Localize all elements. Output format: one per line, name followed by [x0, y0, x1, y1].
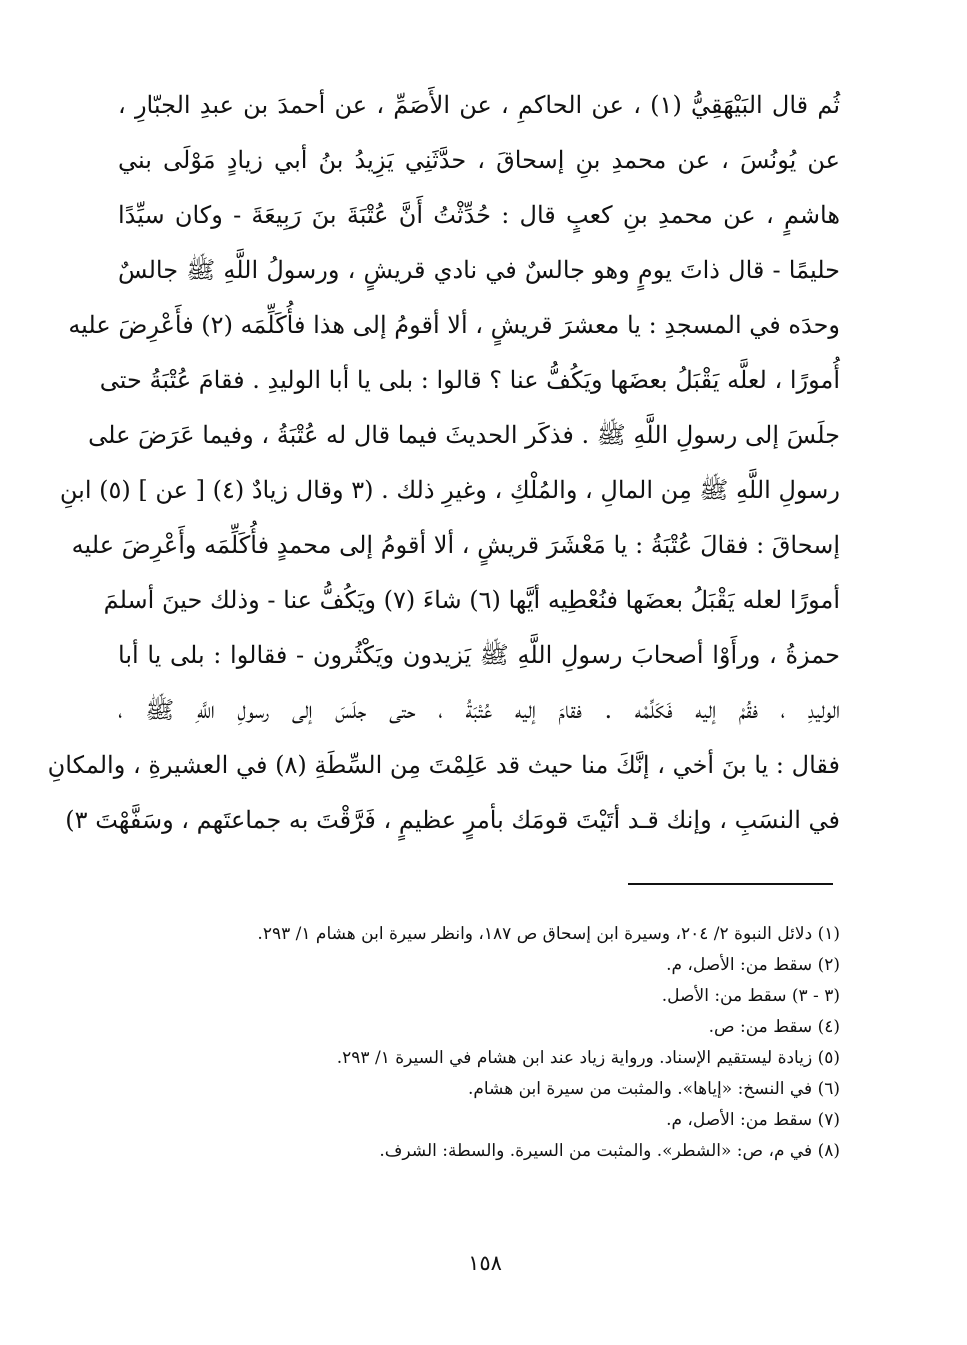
footnote: (٣ - ٣) سقط من: الأصل.: [661, 986, 840, 1006]
text-line: حليمًا - قال ذاتَ يومٍ وهو جالسٌ في نادي قريشٍ ، ورسولُ اللَّهِ ﷺ جالسٌ: [118, 256, 840, 284]
text-line: أُمورًا ، لعلَّه يَقْبَلُ بعضَها ويَكُفُّ عنا ؟ قالوا : بلى يا أبا الوليدِ . فقامَ عُتْبَةُ حتى: [99, 366, 840, 394]
footnote: (٨) في م، ص: «الشطر». والمثبت من السيرة. والسطة: الشرف.: [379, 1141, 840, 1161]
main-text: [47, 78, 841, 848]
text-line: ثُم قال البَيْهَقِيُّ (١) ، عن الحاكمِ ، عن الأَصَمِّ ، عن أحمدَ بن عبدِ الجبّارِ ،: [118, 91, 841, 119]
text-line: في النسَبِ ، وإنك قـد أتَيْتَ قومَك بأمرٍ عظيمٍ ، فَرَّقْتَ به جماعتَهم ، وسَفَّهْتَ ٣): [65, 806, 840, 834]
footnote: (٤) سقط من: ص.: [708, 1017, 840, 1037]
text-line: إسحاقَ : فقالَ عُتْبَةُ : يا مَعْشَرَ قريشٍ ، ألا أقومُ إلى محمدٍ فأُكَلِّمَه وأَعْرِضَ عليه: [71, 531, 840, 559]
text-line: هاشمٍ ، عن محمدِ بنِ كعبٍ قال : حُدِّثْتُ أَنَّ عُتْبَةَ بنَ رَبِيعَةَ - وكان سيِّدًا: [118, 201, 840, 229]
footnote: (١) دلائل النبوة ٢/ ٢٠٤، وسيرة ابن إسحاق ص ١٨٧، وانظر سيرة ابن هشام ١/ ٢٩٣.: [257, 924, 840, 944]
text-line: عن يُونُسَ ، عن محمدِ بنِ إسحاقَ ، حدَّثَنِي يَزِيدُ بنُ أبي زيادٍ مَوْلَى بني: [118, 146, 840, 174]
text-line: حمزةُ ، ورأَوْا أصحابَ رسولِ اللَّهِ ﷺ يَزيدون ويَكْثُرون - فقالوا : بلى يا أبا: [118, 641, 840, 669]
page-number: ١٥٨: [468, 1251, 502, 1275]
text-line: فقال : يا بنَ أخي ، إنَّكَ منا حيث قد عَلِمْتَ مِن السِّطَةِ (٨) في العشيرةِ ، والمكانِ: [47, 751, 840, 779]
footnotes: [150, 919, 840, 1167]
footnote-divider: [628, 883, 833, 885]
text-line: الوليدِ ، فقُمْ إليه فَكَلِّمْه . فقامَ إليه عُتْبَةُ ، حتى جلَسَ إلى رسولِ اللَّهِ ﷺ ،: [118, 696, 840, 724]
text-line: جلَسَ إلى رسولِ اللَّهِ ﷺ . فذكَر الحديثَ فيما قال له عُتْبَةُ ، وفيما عَرَضَ على: [88, 421, 840, 449]
footnote: (٢) سقط من: الأصل، م.: [666, 955, 840, 975]
footnote: (٧) سقط من: الأصل، م.: [666, 1110, 840, 1130]
footnote: (٦) في النسخ: «إياها». والمثبت من سيرة ابن هشام.: [467, 1079, 840, 1099]
footnote: (٥) زيادة ليستقيم الإسناد. ورواية زياد عند ابن هشام في السيرة ١/ ٢٩٣.: [336, 1048, 840, 1068]
text-line: أمورًا لعله يَقْبَلُ بعضَها فنُعْطِيه أيَّها (٦) شاءَ (٧) ويَكُفُّ عنا - وذلك حينَ أسلمَ: [103, 586, 840, 614]
text-line: وحدَه في المسجدِ : يا معشرَ قريشٍ ، ألا أقومُ إلى هذا فأُكَلِّمَه (٢) فأَعْرِضَ عليه: [68, 311, 840, 339]
text-line: رسولِ اللَّهِ ﷺ مِن المالِ ، والمُلْكِ ، وغيرِ ذلك . (٣ وقال زيادٌ (٤) [ عن ] (٥) ابنِ: [59, 476, 840, 504]
